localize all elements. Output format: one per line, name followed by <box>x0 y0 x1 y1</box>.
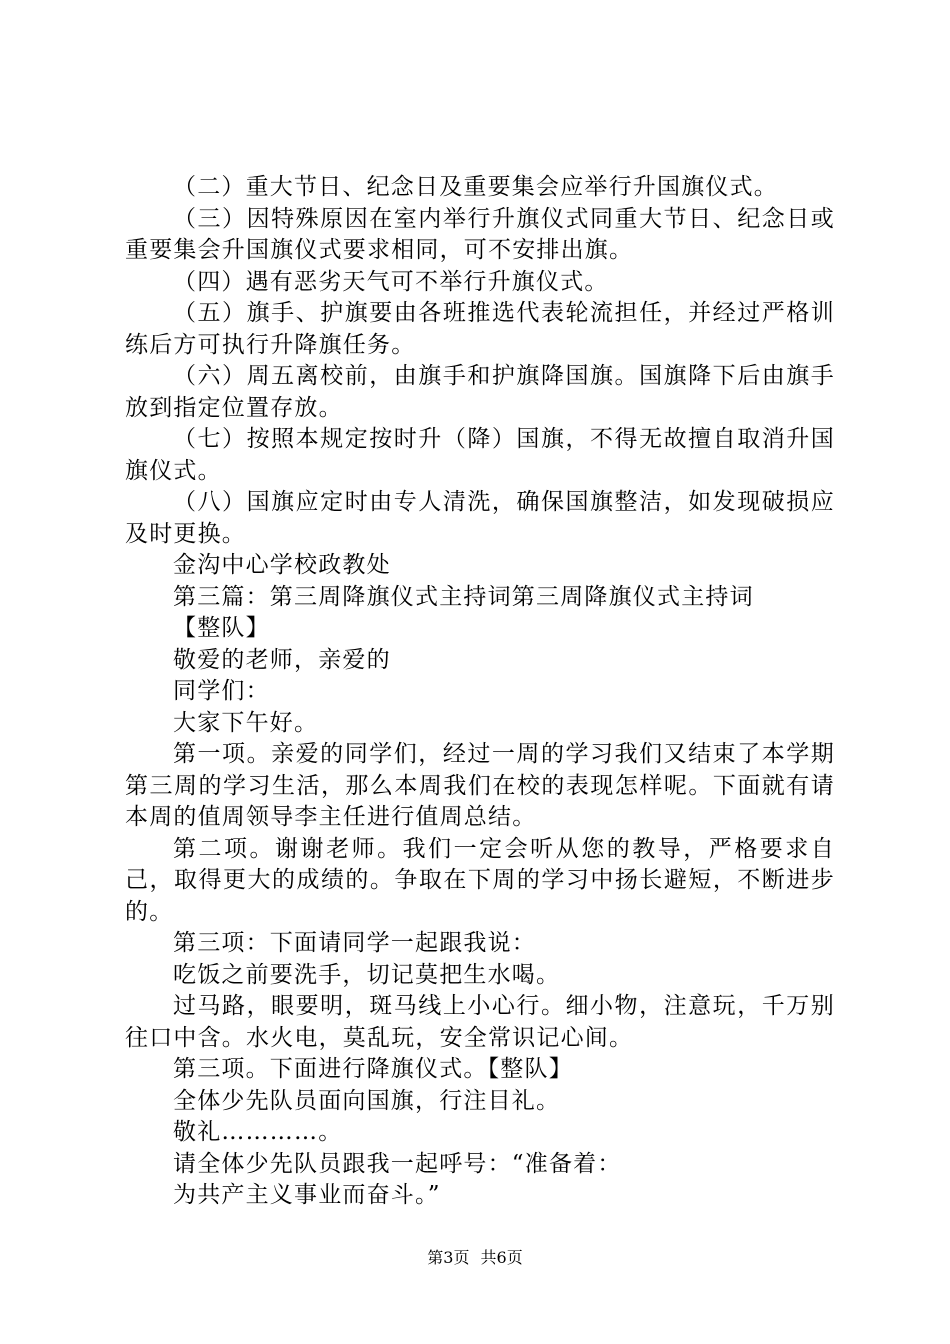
paragraph: 敬爱的老师，亲爱的 <box>173 646 391 673</box>
paragraph: 为共产主义事业而奋斗。” <box>173 1182 441 1208</box>
paragraph: （八）国旗应定时由专人清洗，确保国旗整洁，如发现破损应及时更换。 <box>125 489 835 547</box>
page-total: 共6页 <box>480 1248 523 1267</box>
paragraph: （四）遇有恶劣天气可不举行升旗仪式。 <box>173 268 609 295</box>
paragraph: （二）重大节日、纪念日及重要集会应举行升国旗仪式。 <box>173 174 778 200</box>
paragraph: 同学们： <box>173 678 270 704</box>
section-heading: 第三篇：第三周降旗仪式主持词第三周降旗仪式主持词 <box>173 583 754 610</box>
page-number: 第3页 <box>427 1248 470 1267</box>
signature-line: 金沟中心学校政教处 <box>173 552 391 578</box>
paragraph: 全体少先队员面向国旗，行注目礼。 <box>173 1087 561 1114</box>
paragraph: （七）按照本规定按时升（降）国旗，不得无故擅自取消升国旗仪式。 <box>125 426 835 484</box>
paragraph: 吃饭之前要洗手，切记莫把生水喝。 <box>173 961 561 988</box>
paragraph: 第三项。下面进行降旗仪式。【整队】 <box>173 1056 573 1082</box>
paragraph: 敬礼…………。 <box>173 1119 343 1145</box>
paragraph: （五）旗手、护旗要由各班推选代表轮流担任，并经过严格训练后方可执行升降旗任务。 <box>125 300 835 358</box>
paragraph: 大家下午好。 <box>173 709 319 736</box>
paragraph: （六）周五离校前，由旗手和护旗降国旗。国旗降下后由旗手放到指定位置存放。 <box>125 363 835 421</box>
paragraph: 第二项。谢谢老师。我们一定会听从您的教导，严格要求自己，取得更大的成绩的。争取在下周的学习中扬长避短，不断进步的。 <box>125 835 835 925</box>
paragraph: （三）因特殊原因在室内举行升旗仪式同重大节日、纪念日或重要集会升国旗仪式要求相同，可不安排出旗。 <box>125 205 835 263</box>
paragraph: 请全体少先队员跟我一起呼号：“准备着： <box>173 1150 622 1177</box>
page-footer <box>0 1248 950 1268</box>
paragraph: 第一项。亲爱的同学们，经过一周的学习我们又结束了本学期第三周的学习生活，那么本周我们在校的表现怎样呢。下面就有请本周的值周领导李主任进行值周总结。 <box>125 741 835 830</box>
paragraph: 【整队】 <box>173 615 270 641</box>
paragraph: 过马路，眼要明，斑马线上小心行。细小物，注意玩，千万别往口中含。水火电，莫乱玩，安全常识记心间。 <box>125 993 835 1051</box>
document-body <box>125 172 835 1212</box>
paragraph: 第三项：下面请同学一起跟我说： <box>173 930 536 956</box>
